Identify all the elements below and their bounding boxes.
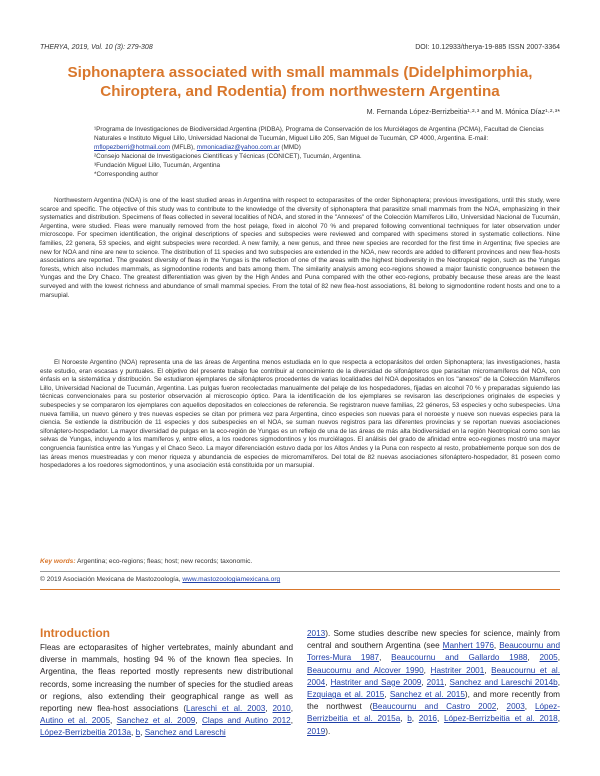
divider xyxy=(40,571,560,572)
citation-link[interactable]: 2005 xyxy=(539,653,558,663)
affiliation-1 xyxy=(94,126,560,153)
citation-link[interactable]: 2019 xyxy=(307,726,326,736)
intro-right-citations-2: Manhert 1976, Beaucournu and Torres-Mura 1987, Beaucournu and Gallardo 1988, 2005, Beaucournu and Alcover 1990, Hastriter 2001, Beaucournu et al. 2004, Hastriter and Sage 2009, 2011, Sanchez and Lareschi 2014b, Ezquiaga et al. 2015, Sanchez et al. 2015 xyxy=(307,641,561,700)
citation-link[interactable]: Sanchez et al. 2015 xyxy=(389,690,465,700)
intro-left-citations: Lareschi et al. 2003, 2010, Autino et al. 2005, Sanchez et al. 2009, Claps and Autino 2012, López-Berrizbeitia 2013a, b, Sanchez and Lareschi xyxy=(40,704,293,738)
citation-link[interactable]: Claps and Autino 2012 xyxy=(202,716,291,726)
citation-link[interactable]: Hastriter and Sage 2009 xyxy=(330,677,422,687)
citation-link[interactable]: b xyxy=(135,728,141,738)
citation-link[interactable]: López-Berrizbeitia et al. 2015a xyxy=(307,702,560,724)
affiliation-1-text: ¹Programa de Investigaciones de Biodiversidad Argentina (PIDBA), Programa de Conservación de los Murciélagos de Argentina (PCMA), Facultad de Ciencias Naturales e Instituto Miguel Lillo, Universidad Nacional de Tucumán, Miguel Lillo 205, San Miguel de Tucumán, CP 4000, Argentina. E-mail: xyxy=(94,126,544,142)
introduction-heading: Introduction xyxy=(40,626,110,640)
intro-right-text-3: ). xyxy=(325,726,331,736)
affiliation-1-mid: (MFLB), xyxy=(170,143,197,151)
citation-link[interactable]: b xyxy=(407,714,412,724)
citation-link[interactable]: Beaucournu and Torres-Mura 1987 xyxy=(307,641,561,663)
copyright xyxy=(40,576,280,583)
running-head xyxy=(40,44,560,54)
citation-link[interactable]: Ezquiaga et al. 2015 xyxy=(307,690,385,700)
affiliation-3: ³Fundación Miguel Lillo, Tucumán, Argentina xyxy=(94,161,221,169)
citation-link[interactable]: Hastriter 2001 xyxy=(430,665,485,675)
intro-right-citations-1 xyxy=(307,629,325,638)
intro-right-citations-3: Beaucournu and Castro 2002, 2003, López-Berrizbeitia et al. 2015a, b, 2016, López-Berrizbeitia et al. 2018, 2019 xyxy=(307,702,560,736)
email-link-mflb[interactable]: mflopezberri@hotmail.com xyxy=(94,143,171,151)
citation-link[interactable]: 2013 xyxy=(307,629,326,638)
copyright-text: © 2019 Asociación Mexicana de Mastozoología, xyxy=(40,576,183,583)
affiliation-2: ²Consejo Nacional de Investigaciones Científicas y Técnicas (CONICET), Tucumán, Argentina. xyxy=(94,152,362,160)
citation-link[interactable]: Sanchez and Lareschi xyxy=(144,728,226,738)
introduction-column-right xyxy=(307,628,560,738)
citation-link[interactable]: 2011 xyxy=(426,677,445,687)
citation-link[interactable]: 2003 xyxy=(506,702,525,712)
doi-issn: DOI: 10.12933/therya-19-885 ISSN 2007-3364 xyxy=(415,44,560,51)
society-link[interactable]: www.mastozoologiamexicana.org xyxy=(182,576,281,583)
affiliation-1-end: (MMD) xyxy=(279,143,301,151)
keywords-label: Key words: xyxy=(40,558,76,565)
email-link-mmd[interactable]: mmonicadiaz@yahoo.com.ar xyxy=(196,143,280,151)
citation-link[interactable]: Beaucournu et al. 2004 xyxy=(307,665,560,687)
section-divider xyxy=(40,589,560,590)
intro-right-text-1: ). Some studies describe new species for science, mainly from central and southern Argentina (see xyxy=(307,629,560,651)
citation-link[interactable]: Beaucournu and Gallardo 1988 xyxy=(391,653,528,663)
citation-link[interactable]: López-Berrizbeitia et al. 2018 xyxy=(443,714,558,724)
citation-link[interactable]: Sanchez et al. 2009 xyxy=(116,716,196,726)
introduction-column-left xyxy=(40,642,293,740)
citation-link[interactable]: Manhert 1976 xyxy=(442,641,494,651)
citation-link[interactable]: Beaucournu and Castro 2002 xyxy=(372,702,497,712)
citation-link[interactable]: Sanchez and Lareschi 2014b xyxy=(449,677,558,687)
citation-link[interactable]: Lareschi et al. 2003 xyxy=(186,704,266,714)
citation-link[interactable]: 2016 xyxy=(418,714,437,724)
citation-link[interactable]: López-Berrizbeitia 2013a xyxy=(40,728,132,738)
intro-left-text: Fleas are ectoparasites of higher vertebrates, mainly abundant and diverse in mammals, hosting 94 % of the known flea species. In Argentina, the fleas reported mostly represents new distributional records, some increasing the number of species for the studied areas or regions, also extending their geographical range as well as reporting new flea-host associations ( xyxy=(40,643,293,714)
keywords-text: Argentina; eco-regions; fleas; host; new records; taxonomic. xyxy=(77,558,253,565)
affiliations xyxy=(94,126,560,179)
authors: M. Fernanda López-Berrizbeitia¹·²·³ and M. Mónica Díaz¹·²·³* xyxy=(366,107,560,116)
abstract-spanish: El Noroeste Argentino (NOA) representa una de las áreas de Argentina menos estudiada en lo que respecta a ectoparásitos del orden Siphonaptera; las investigaciones, hasta este estudio, eran escasas y puntuales. El objetivo del presente trabajo fue contribuir al conocimiento de la diversidad de sifonápteros que parasitan micromamíferos del NOA, con énfasis en la sistemática y distribución. Se estudiaron ejemplares de sifonápteros procedentes de varias localidades del NOA depositados en los "anexos" de la Colección Mamíferos Lillo, Universidad Nacional de Tucumán, Argentina. Las pulgas fueron recolectadas manualmente del pelaje de los hospedadores, fijadas en alcohol 70 % y preparadas siguiendo las técnicas convencionales para su posterior observación al microscopio óptico. Para la identificación de los ejemplares se revisaron las descripciones originales de especies y subespecies y se compararon los ejemplares con aquellos depositados en colecciones de referencia. Se registraron nueve familias, 22 géneros, 53 especies y ocho subespecies. Una nueva familia, un nuevo género y tres nuevas especies se citan por primera vez para Argentina, cinco especies son nuevas para el noroeste y nueve son nuevas especies para la ciencia. Se extiende la distribución de 11 especies y dos subespecies en el NOA, se suman nuevos registros para las diferentes provincias y se reportan nuevas asociaciones sifonáptero-hospedador. La mayor diversidad de pulgas en la eco-región de Yungas es un reflejo de una de las áreas de más alta biodiversidad en la región Neotropical como son las selvas de Yungas, incluyendo a los mamíferos y, entre ellos, a los roedores sigmodontinos y los murciélagos. El análisis del grado de afinidad entre eco-regiones mostró una mayor congruencia faunística entre las Yungas y el Chaco Seco. La mayor diferenciación estuvo dada por los Altos Andes y la Puna con respecto al resto, probablemente porque son dos de las áreas menos muestreadas y con menor riqueza y abundancia de especies de micromamíferos. Del total de 82 nuevas asociaciones sifonáptero-hospedador, 81 poseen como hospedadores a los roedores sigmodontinos, y una asociación está constituida por un marsupial. xyxy=(40,359,560,470)
abstract-english: Northwestern Argentina (NOA) is one of the least studied areas in Argentina with respect to ectoparasites of the order Siphonaptera; previous investigations, until this study, were scarce and specific. The objective of this study was to contribute to the knowledge of the diversity of siphonaptera that parasitize small mammals from the NOA, emphasizing in their systematics and distribution. Specimens of fleas collected in several localities of NOA, and stored in the "Annexes" of the Colección Mamíferos Lillo, Universidad Nacional de Tucumán, Argentina, were studied. Fleas were manually removed from the host pelage, fixed in alcohol 70 % and prepared following conventional techniques for later observation under microscope. For specimen identification, the original descriptions of species and subspecies were reviewed and compared with specimens stored in systematic collections. Nine families, 22 genera, 53 species, and eight subspecies were recorded. A new family, a new genus, and three new species are recorded for the first time in Argentina; five species are new for NOA and nine are new to science. The distribution of 11 species and two subspecies are extended in the NOA, new records are added to different provinces and new flea-hosts associations are reported. The greatest diversity of fleas in the Yungas is the reflection of one of the areas with the highest biodiversity in the Neotropical region, such as the Yungas forests, which also includes mammals, as sigmodontine rodents and bats among them. The similarity analysis among eco-regions showed a major faunistic congruence between the Yungas and the Dry Chaco. The greatest differentiation was given by the High Andes and Puna compared with the other eco-regions, probably because these areas are the least surveyed and with the lowest richness and abundance of small mammal species. From the total of 82 new flea-host associations, 81 belong to sigmodontine rodent hosts and one to a marsupial. xyxy=(40,197,560,299)
intro-right-text-2: ), and more recently from the northwest ( xyxy=(307,690,560,712)
journal-citation: THERYA, 2019, Vol. 10 (3): 279-308 xyxy=(40,44,153,51)
keywords xyxy=(40,558,560,565)
citation-link[interactable]: Beaucournu and Alcover 1990 xyxy=(307,665,424,675)
citation-link[interactable]: Autino et al. 2005 xyxy=(40,716,111,726)
citation-link[interactable]: 2010 xyxy=(272,704,291,714)
corresponding-author: *Corresponding author xyxy=(94,170,159,178)
article-title: Siphonaptera associated with small mammals (Didelphimorphia, Chiroptera, and Rodentia) from northwestern Argentina xyxy=(67,64,533,100)
